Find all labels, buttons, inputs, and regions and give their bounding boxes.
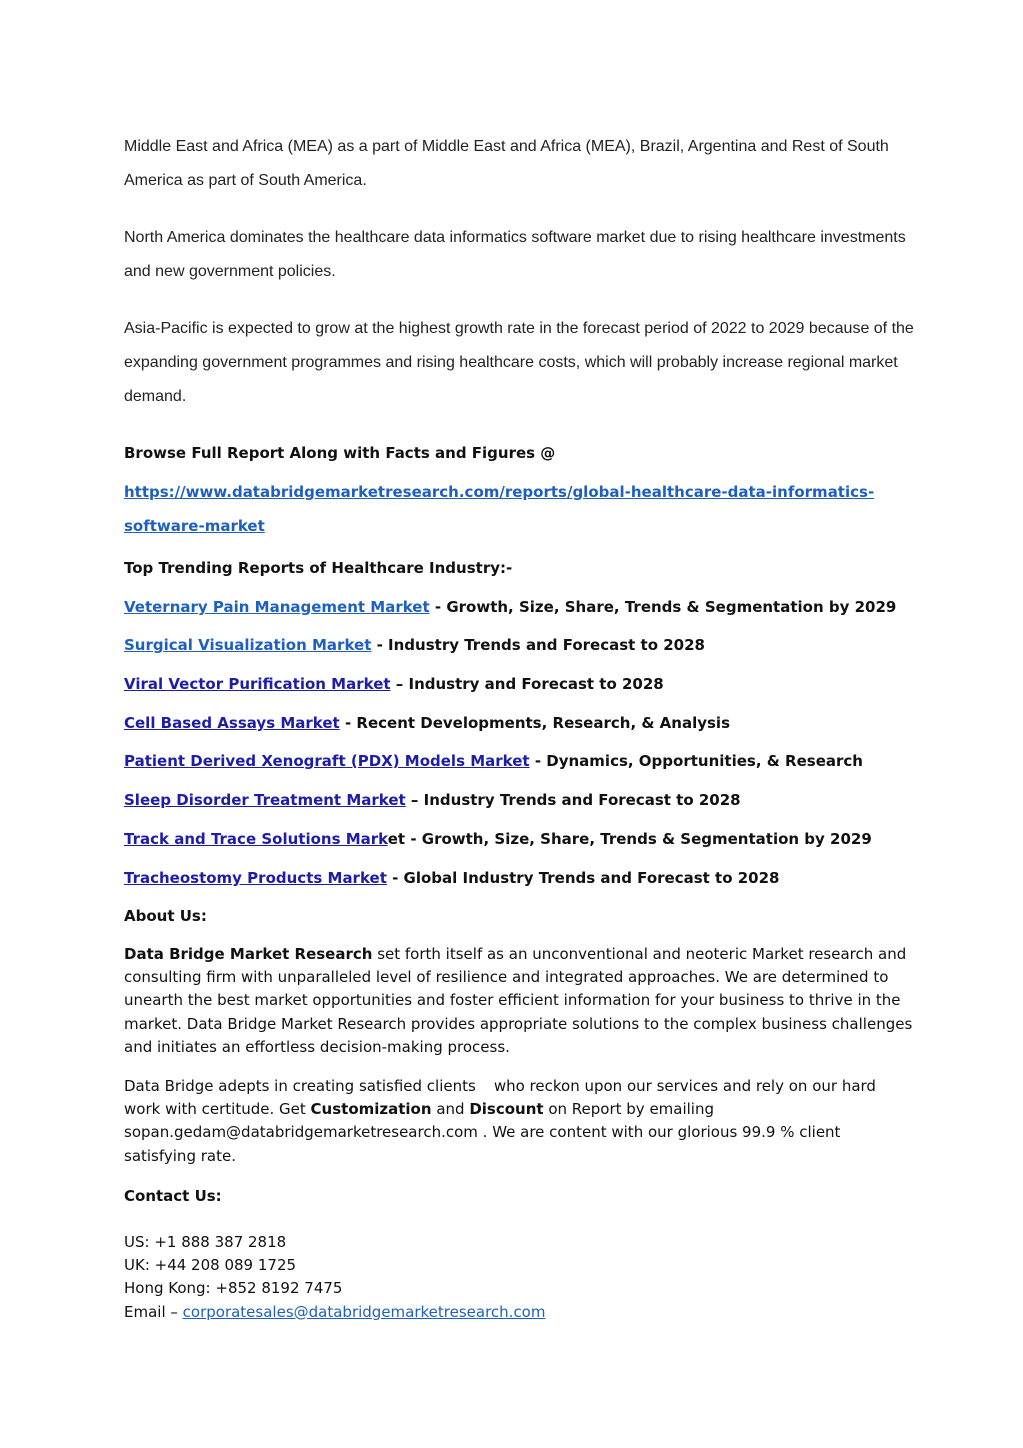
phone-us: US: +1 888 387 2818: [124, 1233, 287, 1251]
list-item: [124, 596, 896, 618]
email-link[interactable]: corporatesales@databridgemarketresearch.com: [182, 1302, 546, 1321]
report-link[interactable]: Cell Based Assays Market: [124, 714, 340, 732]
and-text: and: [431, 1100, 470, 1119]
email-label: Email –: [124, 1302, 183, 1321]
report-description: - Dynamics, Opportunities, & Research: [529, 752, 863, 770]
report-description: – Industry Trends and Forecast to 2028: [405, 791, 741, 809]
report-link-block: [124, 475, 874, 543]
browse-heading: Browse Full Report Along with Facts and Figures @: [124, 444, 556, 462]
report-description: – Industry and Forecast to 2028: [390, 675, 664, 693]
about-text: set forth itself as an unconventional and neoteric Market research and consulting firm with unparalleled level of resilience and integrated approaches. We are determined to unearth the best market opportunities and foster efficient information for your business to thrive in the market. Data Bridge Market Research provides appropriate solutions to the complex business challenges and initiates an effortless decision-making process.: [124, 945, 913, 1056]
list-item: [124, 750, 863, 772]
list-item: [124, 828, 872, 850]
report-link[interactable]: Patient Derived Xenograft (PDX) Models Market: [124, 752, 530, 770]
contact-heading: Contact Us:: [124, 1187, 222, 1205]
report-link[interactable]: Tracheostomy Products Market: [124, 869, 387, 887]
email-line: [124, 1301, 545, 1324]
about-text-c: on Report by emailing sopan.gedam@databridgemarketresearch.com . We are content with our glorious 99.9 % client satisfying rate.: [124, 1100, 841, 1165]
report-description: - Global Industry Trends and Forecast to 2028: [386, 869, 780, 887]
report-description: - Growth, Size, Share, Trends & Segmentation by 2029: [429, 598, 897, 616]
list-item: [124, 712, 730, 734]
trending-heading: Top Trending Reports of Healthcare Industry:-: [124, 559, 513, 577]
full-report-link[interactable]: [124, 483, 874, 535]
about-text-a: Data Bridge adepts in creating satisfied clients: [124, 1077, 476, 1095]
list-item: [124, 634, 705, 656]
report-link[interactable]: Surgical Visualization Market: [124, 636, 372, 654]
report-link[interactable]: Veternary Pain Management Market: [124, 598, 430, 616]
contact-details: [124, 1231, 545, 1324]
list-item: [124, 789, 741, 811]
about-paragraph-2: [124, 1075, 914, 1168]
report-link[interactable]: Track and Trace Solutions Mark: [124, 830, 388, 848]
report-description: - Industry Trends and Forecast to 2028: [371, 636, 705, 654]
paragraph-regions: Middle East and Africa (MEA) as a part of Middle East and Africa (MEA), Brazil, Argentina and Rest of South America as part of South America.: [124, 138, 889, 189]
company-name: Data Bridge Market Research: [124, 945, 373, 963]
discount-text: Discount: [469, 1100, 544, 1119]
full-report-link-line2: software-market: [124, 517, 265, 535]
list-item: [124, 673, 664, 695]
paragraph-north-america: North America dominates the healthcare data informatics software market due to rising healthcare investments and new government policies.: [124, 229, 906, 280]
report-link[interactable]: Sleep Disorder Treatment Market: [124, 791, 406, 809]
about-text-b: who reckon upon our services and rely on our hard work with certitude. Get: [124, 1077, 876, 1119]
report-description: et - Growth, Size, Share, Trends & Segmentation by 2029: [387, 830, 872, 848]
report-link[interactable]: Viral Vector Purification Market: [124, 675, 391, 693]
about-paragraph-1: [124, 943, 914, 1059]
about-heading: About Us:: [124, 907, 207, 925]
report-description: - Recent Developments, Research, & Analysis: [339, 714, 730, 732]
full-report-link-line1: https://www.databridgemarketresearch.com/reports/global-healthcare-data-informatics-: [124, 483, 875, 501]
list-item: [124, 867, 779, 889]
phone-hong-kong: Hong Kong: +852 8192 7475: [124, 1279, 343, 1298]
customization-text: Customization: [310, 1100, 432, 1119]
phone-uk: UK: +44 208 089 1725: [124, 1256, 297, 1275]
paragraph-asia-pacific: Asia-Pacific is expected to grow at the highest growth rate in the forecast period of 2022 to 2029 because of the expanding government programmes and rising healthcare costs, which will probably increase regional market demand.: [124, 320, 914, 405]
